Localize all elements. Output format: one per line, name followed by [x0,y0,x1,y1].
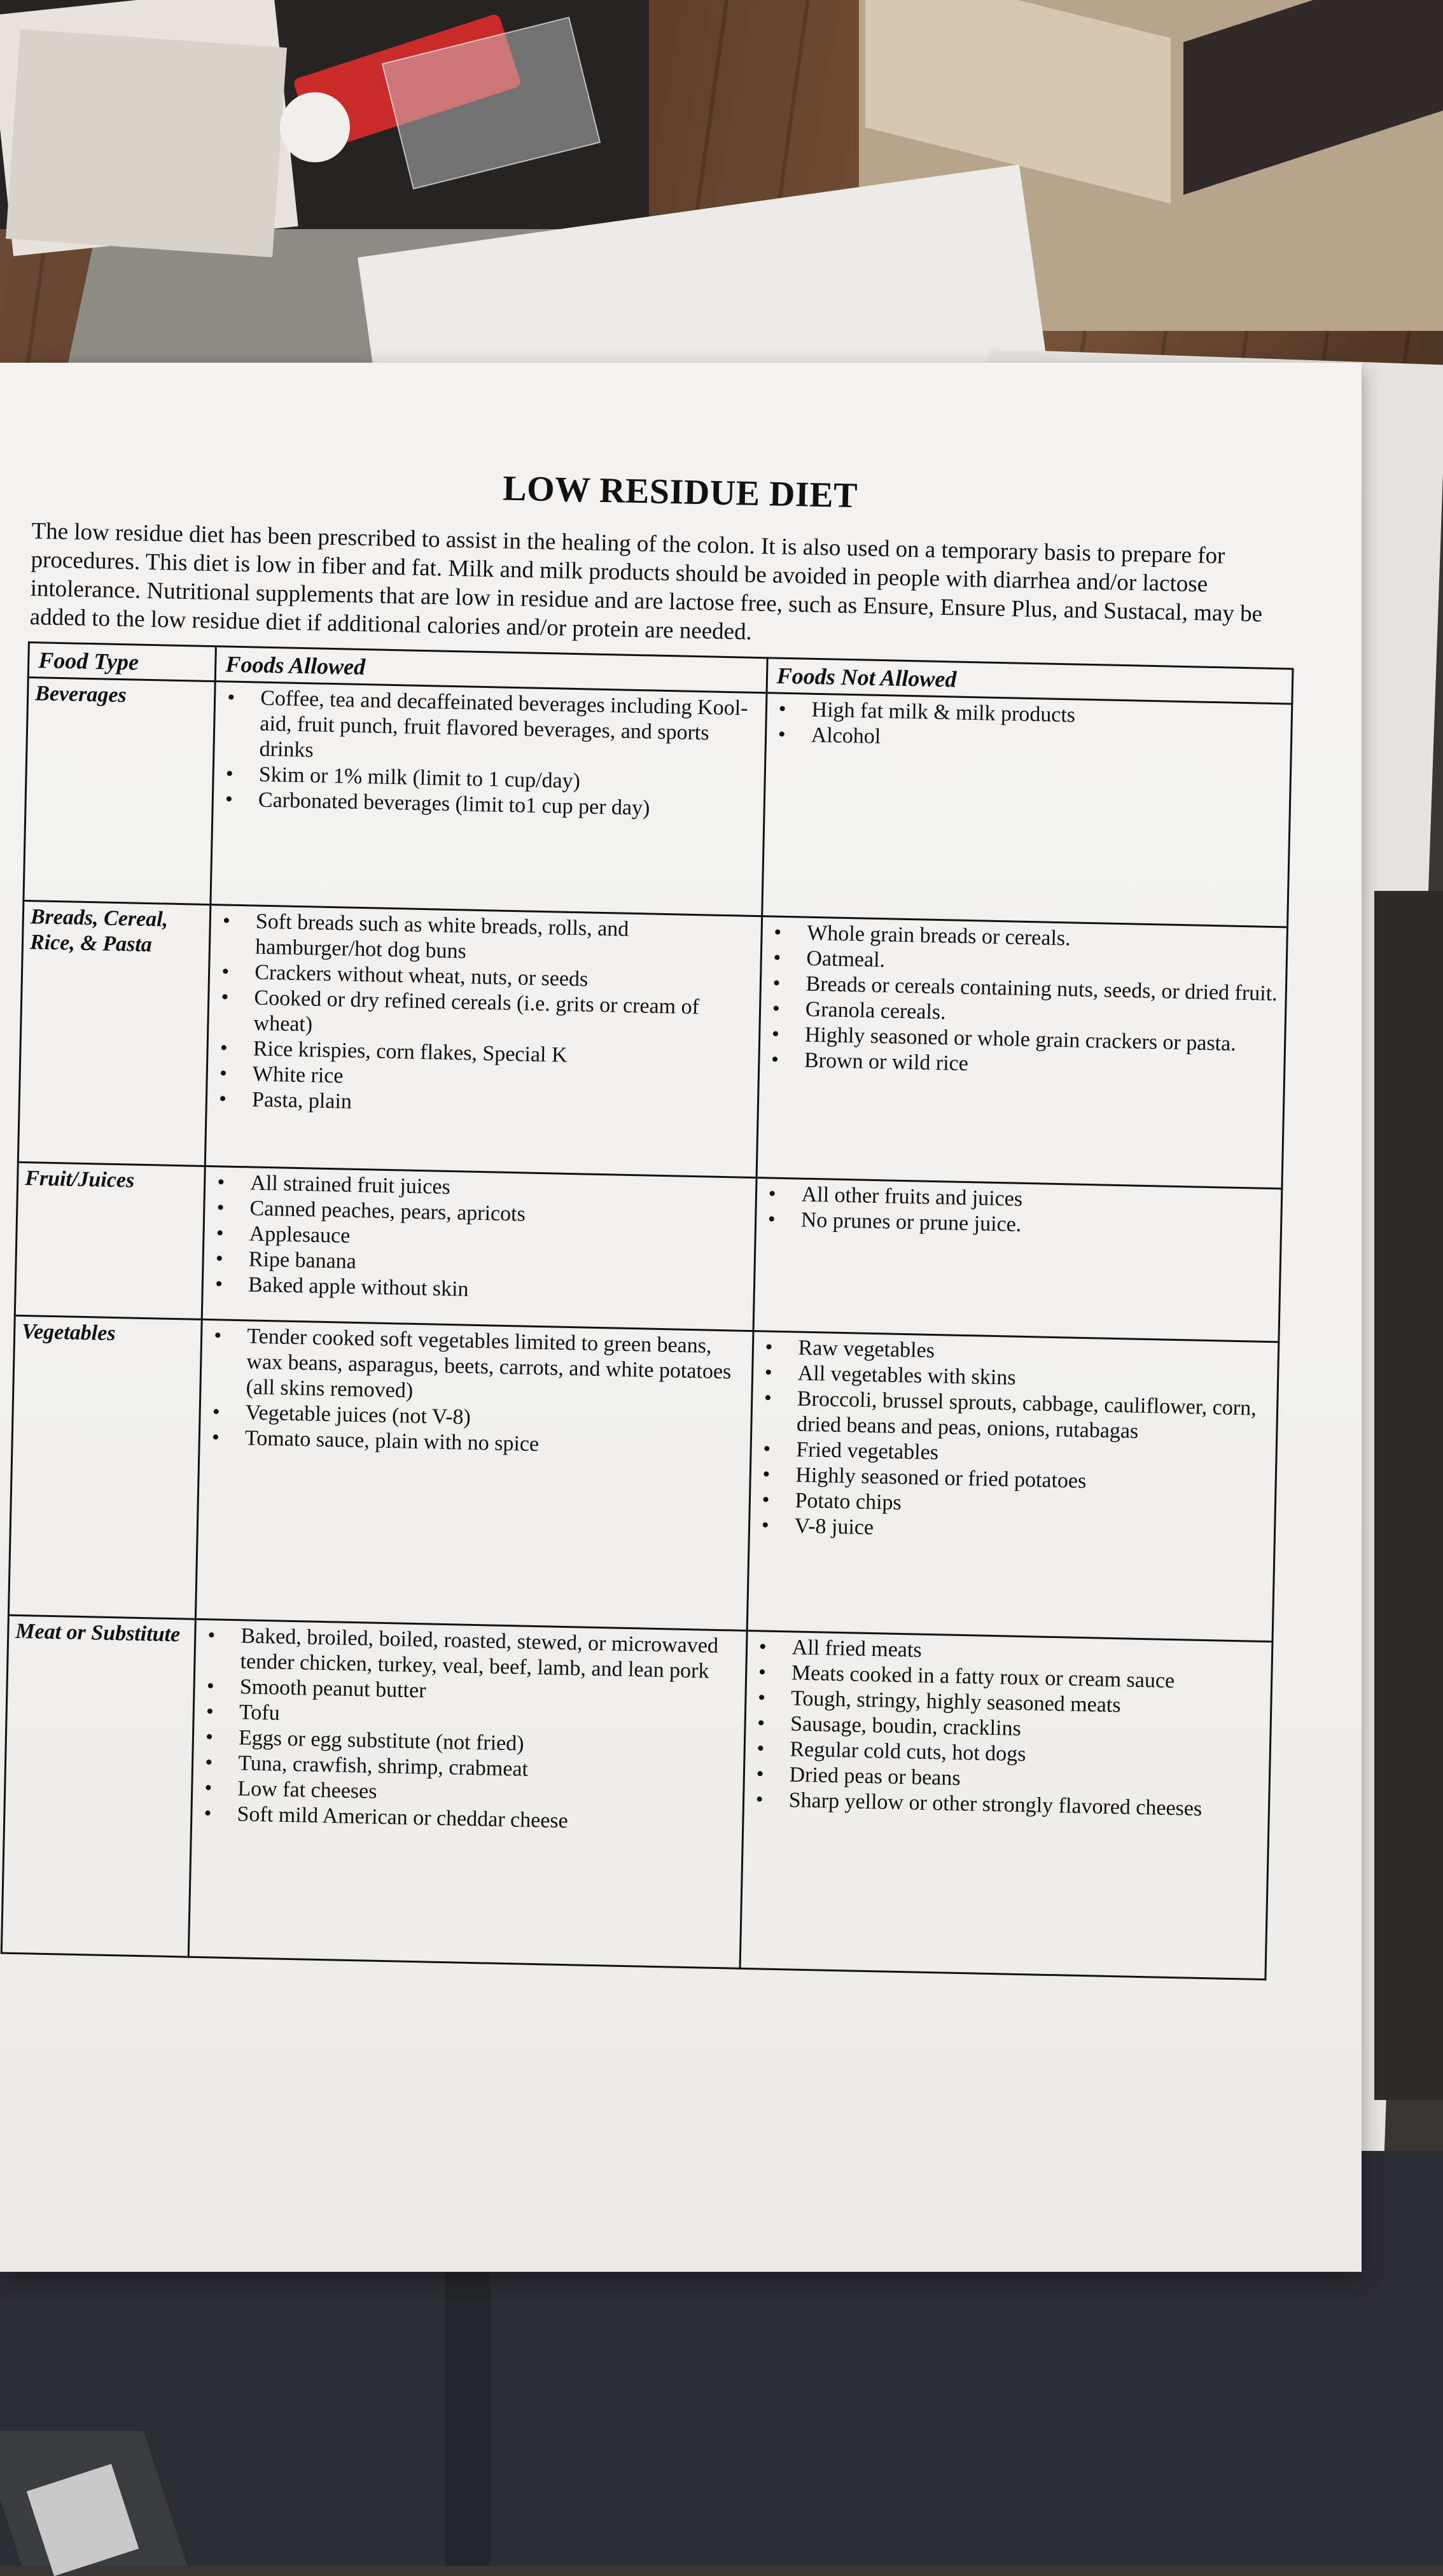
not-allowed-list [766,920,1280,1083]
category-cell: Beverages [24,677,215,904]
list-item: • Low fat cheeses [237,1776,736,1812]
intro-paragraph: The low residue diet has been prescribed to assist in the healing of the colon. It is also used on a temporary basis to prepare for procedures. This diet is low in fiber and fat. Milk and milk products should be avoided in people with diarrhea and/or lactose intolerance. Nutritional supplements that are low in residue and are lactose free, such as Ensure, Ensure Plus, and Sustacal, may be added to the low residue diet if additional calories and/or protein are needed. [29,518,1263,645]
category-cell: Meat or Substitute [1,1615,195,1957]
not-allowed-list [772,697,1285,759]
list-item: • Tough, stringy, highly seasoned meats [791,1686,1264,1721]
list-item: • All fried meats [791,1635,1265,1670]
allowed-cell [196,1319,753,1630]
list-item: • Canned peaches, pears, apricots [249,1196,748,1231]
list-item: • Potato chips [795,1488,1268,1523]
bottle-cap [280,92,350,162]
list-item: • Tuna, crawfish, shrimp, crabmeat [238,1751,737,1786]
list-item: • Oatmeal. [806,946,1279,982]
header-foods-allowed: Foods Allowed [215,647,767,693]
table-row-beverages [24,677,1292,927]
document-content [1,458,1304,1980]
diet-sheet [0,363,1362,2272]
paper-stack-2 [6,29,287,257]
allowed-list [210,1170,749,1308]
table-row-vegetables [8,1315,1278,1642]
list-item: • Fried vegetables [796,1438,1269,1473]
list-item: • Meats cooked in a fatty roux or cream sauce [791,1660,1265,1696]
chair-arm [1374,891,1443,2100]
not-allowed-cell [762,693,1292,927]
allowed-cell [188,1619,746,1968]
list-item: • Raw vegetables [798,1336,1271,1371]
list-item: • Tofu [239,1700,738,1735]
allowed-cell [202,1166,756,1331]
list-item: • High fat milk & milk products [811,697,1285,733]
list-item: • Breads or cereals containing nuts, seeds, or dried fruit. [805,972,1279,1007]
list-item: • Broccoli, brussel sprouts, cabbage, cauliflower, corn, dried beans and peas, onions, rutabagas [797,1387,1271,1448]
list-item: • All vegetables with skins [797,1361,1271,1397]
header-foods-not-allowed: Foods Not Allowed [767,658,1293,704]
list-item: • White rice [253,1061,751,1097]
list-item: • Sausage, boudin, cracklins [790,1711,1264,1747]
table-row-breads [18,900,1287,1189]
list-item: • Applesauce [249,1221,748,1257]
allowed-list [207,1323,746,1462]
allowed-list [220,685,759,823]
not-allowed-cell [747,1331,1279,1642]
list-item: • Whole grain breads or cereals. [807,921,1280,956]
list-item: • Smooth peanut butter [239,1674,738,1710]
list-item: • V-8 juice [794,1513,1267,1549]
list-item: • Crackers without wheat, nuts, or seeds [254,960,753,996]
diet-table-body [1,677,1292,1979]
list-item: • Sharp yellow or other strongly flavored cheeses [788,1788,1262,1823]
list-item: • Ripe banana [248,1247,747,1282]
list-item: • Carbonated beverages (limit to1 cup per day) [258,788,757,823]
list-item: • Soft breads such as white breads, rolls, and hamburger/hot dog buns [255,909,755,970]
not-allowed-list [750,1634,1265,1823]
list-item: • Highly seasoned or whole grain crackers or pasta. [805,1023,1278,1058]
not-allowed-cell [753,1178,1282,1342]
list-item: • Baked apple without skin [248,1272,747,1308]
allowed-cell [205,905,762,1178]
list-item: • No prunes or prune juice. [800,1208,1274,1243]
category-cell: Breads, Cereal, Rice, & Pasta [18,900,211,1166]
list-item: • Eggs or egg substitute (not fried) [239,1725,737,1761]
list-item: • Regular cold cuts, hot dogs [790,1737,1263,1772]
list-item: • Tender cooked soft vegetables limited to green beans, wax beans, asparagus, beets, carrots, and white potatoes (all skins removed) [246,1324,746,1410]
list-item: • Alcohol [811,723,1284,759]
list-item: • Vegetable juices (not V-8) [245,1400,744,1436]
list-item: • All other fruits and juices [801,1182,1274,1218]
list-item: • Granola cereals. [805,997,1278,1033]
table-row-fruit-juices [15,1162,1282,1342]
header-food-type: Food Type [28,642,216,681]
diet-table [1,641,1294,1980]
list-item: • Highly seasoned or fried potatoes [795,1462,1269,1498]
category-cell: Fruit/Juices [15,1162,205,1319]
table-row-meat [1,1615,1272,1979]
list-item: • Dried peas or beans [789,1762,1262,1798]
list-item: • Pasta, plain [252,1087,751,1123]
not-allowed-cell [756,916,1288,1189]
list-item: • Coffee, tea and decaffeinated beverages including Kool-aid, fruit punch, fruit flavored beverages, and sports drinks [259,686,759,773]
list-item: • Tomato sauce, plain with no spice [245,1425,744,1461]
allowed-cell [211,682,767,916]
not-allowed-cell [740,1630,1272,1979]
not-allowed-list [762,1181,1274,1243]
list-item: • Brown or wild rice [804,1048,1278,1084]
list-item: • Baked, broiled, boiled, roasted, stewed, or microwaved tender chicken, turkey, veal, beef, lamb, and lean pork [240,1623,739,1684]
allowed-list [214,908,755,1123]
list-item: • Cooked or dry refined cereals (i.e. grits or cream of wheat) [253,986,753,1047]
category-cell: Vegetables [8,1315,202,1619]
allowed-list [199,1623,739,1838]
document-title: LOW RESIDUE DIET [502,468,858,516]
list-item: • Rice krispies, corn flakes, Special K [253,1036,751,1072]
list-item: • Soft mild American or cheddar cheese [237,1802,735,1837]
list-item: • All strained fruit juices [250,1170,749,1206]
not-allowed-list [756,1334,1271,1549]
list-item: • Skim or 1% milk (limit to 1 cup/day) [258,762,757,798]
